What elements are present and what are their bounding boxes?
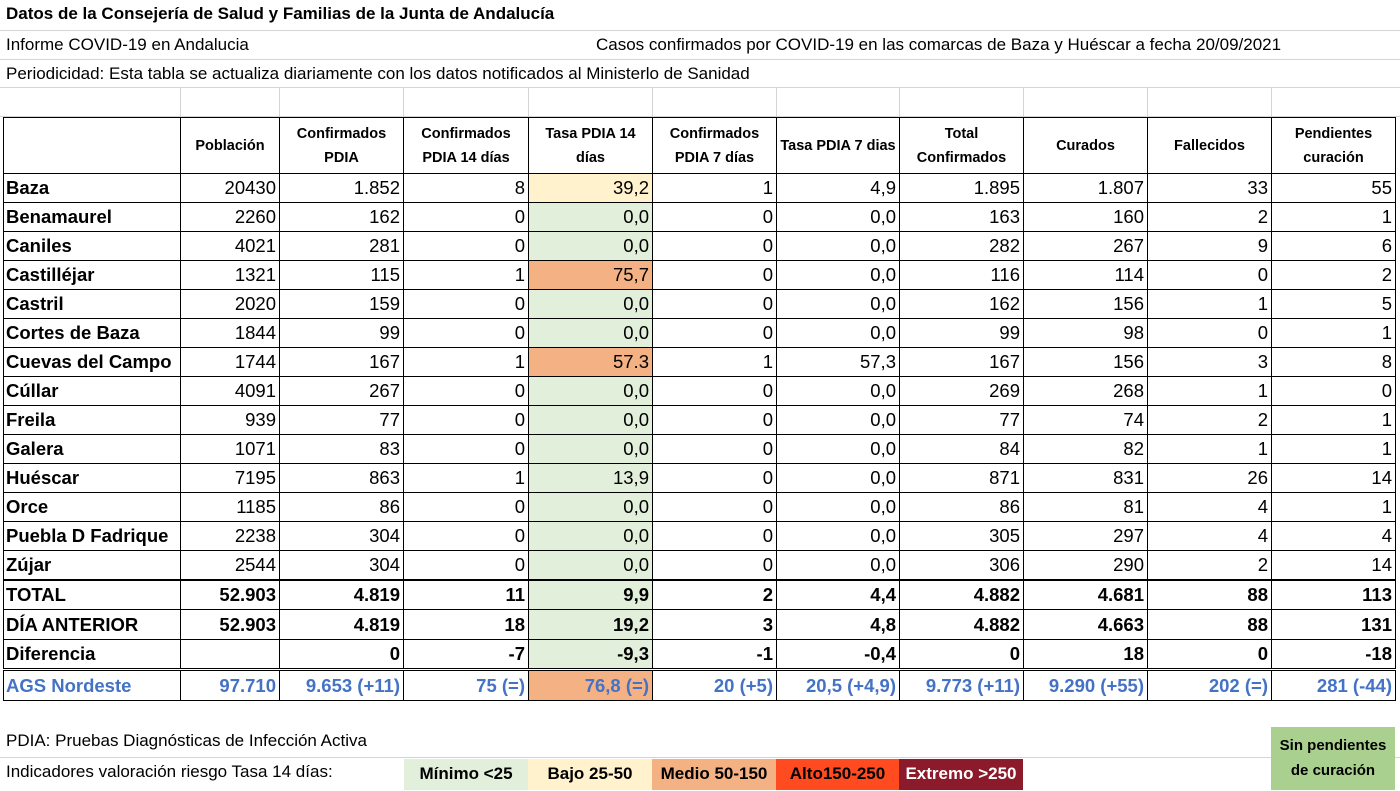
table-row <box>4 348 1396 377</box>
value-cell[interactable]: 1 <box>404 348 529 377</box>
pdia-note-row <box>0 727 1400 758</box>
table-row <box>4 406 1396 435</box>
row-name-cell[interactable]: Galera <box>4 435 181 464</box>
gridline <box>1023 88 1024 116</box>
value-cell[interactable]: 98 <box>1024 319 1148 348</box>
value-cell[interactable]: -7 <box>404 640 529 670</box>
row-name-cell[interactable]: Diferencia <box>4 640 181 670</box>
value-cell[interactable]: 1844 <box>181 319 280 348</box>
value-cell[interactable]: 871 <box>900 464 1024 493</box>
value-cell[interactable]: 0,0 <box>777 377 900 406</box>
value-cell[interactable]: 1.852 <box>280 174 404 203</box>
value-cell[interactable]: 1.807 <box>1024 174 1148 203</box>
value-cell[interactable]: 26 <box>1148 464 1272 493</box>
value-cell[interactable]: 88 <box>1148 580 1272 610</box>
rate-14d-cell[interactable]: 0,0 <box>529 493 653 522</box>
row-name-cell[interactable]: Zújar <box>4 551 181 580</box>
value-cell[interactable]: 0 <box>404 377 529 406</box>
value-cell[interactable]: 9.653 (+11) <box>280 670 404 701</box>
value-cell[interactable]: 0 <box>1148 261 1272 290</box>
table-row <box>4 232 1396 261</box>
column-header[interactable]: Población <box>181 118 280 174</box>
value-cell[interactable]: 2260 <box>181 203 280 232</box>
value-cell[interactable]: 77 <box>900 406 1024 435</box>
table-row <box>4 203 1396 232</box>
value-cell[interactable]: 0,0 <box>777 406 900 435</box>
value-cell[interactable]: 0 <box>653 232 777 261</box>
value-cell[interactable]: 290 <box>1024 551 1148 580</box>
column-header-row <box>4 118 1396 174</box>
value-cell[interactable]: 0,0 <box>777 203 900 232</box>
value-cell[interactable]: 939 <box>181 406 280 435</box>
value-cell[interactable]: 4 <box>1148 522 1272 551</box>
row-name-cell[interactable]: Castril <box>4 290 181 319</box>
value-cell[interactable]: 20 (+5) <box>653 670 777 701</box>
value-cell[interactable]: 99 <box>280 319 404 348</box>
value-cell[interactable]: 305 <box>900 522 1024 551</box>
row-name-cell[interactable]: Cuevas del Campo <box>4 348 181 377</box>
value-cell[interactable]: 1 <box>1272 319 1396 348</box>
value-cell[interactable]: 0 <box>653 377 777 406</box>
value-cell[interactable]: 202 (=) <box>1148 670 1272 701</box>
value-cell[interactable]: 3 <box>1148 348 1272 377</box>
column-header[interactable]: Confirmados PDIA <box>280 118 404 174</box>
rate-14d-cell[interactable]: 9,9 <box>529 580 653 610</box>
value-cell[interactable]: 4.882 <box>900 580 1024 610</box>
rate-14d-cell[interactable]: -9,3 <box>529 640 653 670</box>
value-cell[interactable]: 2544 <box>181 551 280 580</box>
value-cell[interactable]: 1744 <box>181 348 280 377</box>
column-header[interactable]: Total Confirmados <box>900 118 1024 174</box>
value-cell[interactable]: 0,0 <box>777 464 900 493</box>
row-name-cell[interactable]: Huéscar <box>4 464 181 493</box>
title-row <box>0 0 1400 31</box>
value-cell[interactable]: 0 <box>404 522 529 551</box>
covid-data-table <box>3 117 1396 701</box>
rate-14d-cell[interactable]: 0,0 <box>529 319 653 348</box>
value-cell[interactable]: 0 <box>653 290 777 319</box>
rate-14d-cell[interactable]: 19,2 <box>529 610 653 640</box>
value-cell[interactable]: 1 <box>1148 377 1272 406</box>
value-cell[interactable]: 4.681 <box>1024 580 1148 610</box>
row-name-cell[interactable]: Caniles <box>4 232 181 261</box>
legend-minimo[interactable]: Mínimo <25 <box>404 759 528 790</box>
value-cell[interactable]: -0,4 <box>777 640 900 670</box>
value-cell[interactable]: 3 <box>653 610 777 640</box>
value-cell[interactable]: 0 <box>653 203 777 232</box>
value-cell[interactable]: 7195 <box>181 464 280 493</box>
value-cell[interactable]: 282 <box>900 232 1024 261</box>
value-cell[interactable]: 4,9 <box>777 174 900 203</box>
gridline <box>403 88 404 116</box>
periodicity-note[interactable]: Periodicidad: Esta tabla se actualiza diariamente con los datos notificados al Ministerlo de Sanidad <box>6 64 750 83</box>
row-name-cell[interactable]: Cúllar <box>4 377 181 406</box>
pdia-note[interactable]: PDIA: Pruebas Diagnósticas de Infección Activa <box>6 731 367 750</box>
value-cell[interactable]: 18 <box>404 610 529 640</box>
table-row <box>4 377 1396 406</box>
indicators-label[interactable]: Indicadores valoración riesgo Tasa 14 días: <box>6 762 333 781</box>
value-cell[interactable]: 99 <box>900 319 1024 348</box>
value-cell[interactable]: 9.290 (+55) <box>1024 670 1148 701</box>
value-cell[interactable]: 268 <box>1024 377 1148 406</box>
value-cell[interactable]: 77 <box>280 406 404 435</box>
row-name-cell[interactable]: Freila <box>4 406 181 435</box>
value-cell[interactable]: 4.663 <box>1024 610 1148 640</box>
gridline <box>1271 88 1272 116</box>
value-cell[interactable]: 14 <box>1272 551 1396 580</box>
rate-14d-cell[interactable]: 0,0 <box>529 290 653 319</box>
value-cell[interactable]: 84 <box>900 435 1024 464</box>
rate-14d-cell[interactable]: 75,7 <box>529 261 653 290</box>
value-cell[interactable]: 0 <box>653 522 777 551</box>
value-cell[interactable]: 1 <box>1272 406 1396 435</box>
rate-14d-cell[interactable]: 0,0 <box>529 522 653 551</box>
value-cell[interactable]: 281 (-44) <box>1272 670 1396 701</box>
rate-14d-cell[interactable]: 0,0 <box>529 551 653 580</box>
value-cell[interactable]: 156 <box>1024 290 1148 319</box>
report-row <box>0 31 1400 60</box>
value-cell[interactable]: 297 <box>1024 522 1148 551</box>
value-cell[interactable]: 83 <box>280 435 404 464</box>
value-cell[interactable]: 4.819 <box>280 610 404 640</box>
gridline <box>180 88 181 116</box>
value-cell[interactable]: 2020 <box>181 290 280 319</box>
value-cell[interactable]: 113 <box>1272 580 1396 610</box>
column-header[interactable]: Tasa PDIA 7 dias <box>777 118 900 174</box>
value-cell[interactable]: 0 <box>653 435 777 464</box>
value-cell[interactable]: 0 <box>653 406 777 435</box>
value-cell[interactable]: 304 <box>280 551 404 580</box>
value-cell[interactable]: 1 <box>653 348 777 377</box>
value-cell[interactable]: 0 <box>1148 319 1272 348</box>
value-cell[interactable]: 269 <box>900 377 1024 406</box>
column-header[interactable]: Curados <box>1024 118 1148 174</box>
empty-row <box>0 88 1400 117</box>
value-cell[interactable]: 1321 <box>181 261 280 290</box>
value-cell[interactable]: 116 <box>900 261 1024 290</box>
table-row <box>4 290 1396 319</box>
value-cell[interactable]: 1 <box>1272 493 1396 522</box>
rate-14d-cell[interactable]: 0,0 <box>529 203 653 232</box>
rate-14d-cell[interactable]: 0,0 <box>529 377 653 406</box>
value-cell[interactable]: 4 <box>1148 493 1272 522</box>
value-cell[interactable]: 0 <box>404 435 529 464</box>
value-cell[interactable]: 0 <box>404 232 529 261</box>
value-cell[interactable]: 0 <box>1272 377 1396 406</box>
value-cell[interactable]: 0 <box>653 493 777 522</box>
row-name-cell[interactable]: DÍA ANTERIOR <box>4 610 181 640</box>
rate-14d-cell[interactable]: 0,0 <box>529 232 653 261</box>
table-body <box>4 174 1396 701</box>
value-cell[interactable]: 0,0 <box>777 261 900 290</box>
value-cell[interactable]: 0 <box>404 319 529 348</box>
value-cell[interactable]: 0 <box>404 290 529 319</box>
value-cell[interactable]: 163 <box>900 203 1024 232</box>
table-row <box>4 522 1396 551</box>
value-cell[interactable]: 4 <box>1272 522 1396 551</box>
value-cell[interactable]: 2 <box>653 580 777 610</box>
value-cell[interactable]: 1 <box>1148 435 1272 464</box>
value-cell[interactable]: 1 <box>1148 290 1272 319</box>
table-row <box>4 493 1396 522</box>
value-cell[interactable]: 9 <box>1148 232 1272 261</box>
value-cell[interactable]: 1 <box>1272 435 1396 464</box>
value-cell[interactable]: 97.710 <box>181 670 280 701</box>
value-cell[interactable]: 267 <box>280 377 404 406</box>
value-cell[interactable]: -1 <box>653 640 777 670</box>
column-header[interactable]: Tasa PDIA 14 días <box>529 118 653 174</box>
value-cell[interactable]: 9.773 (+11) <box>900 670 1024 701</box>
value-cell[interactable]: 831 <box>1024 464 1148 493</box>
value-cell[interactable]: 33 <box>1148 174 1272 203</box>
row-name-cell[interactable]: Castilléjar <box>4 261 181 290</box>
value-cell[interactable]: 52.903 <box>181 580 280 610</box>
value-cell[interactable]: 281 <box>280 232 404 261</box>
column-header[interactable]: Confirmados PDIA 7 días <box>653 118 777 174</box>
value-cell[interactable]: 20430 <box>181 174 280 203</box>
value-cell[interactable]: 86 <box>280 493 404 522</box>
value-cell[interactable]: 0,0 <box>777 493 900 522</box>
row-name-cell[interactable]: Baza <box>4 174 181 203</box>
table-row <box>4 551 1396 580</box>
value-cell[interactable]: 4091 <box>181 377 280 406</box>
value-cell[interactable]: 6 <box>1272 232 1396 261</box>
value-cell[interactable]: 167 <box>280 348 404 377</box>
sheet-title[interactable]: Datos de la Consejería de Salud y Familias de la Junta de Andalucía <box>6 4 555 23</box>
gridline <box>1147 88 1148 116</box>
value-cell[interactable]: 0,0 <box>777 319 900 348</box>
value-cell[interactable]: 0 <box>404 203 529 232</box>
row-name-cell[interactable]: Orce <box>4 493 181 522</box>
sin-pendientes-badge[interactable]: Sin pendientes de curación <box>1271 727 1395 790</box>
value-cell[interactable]: 4,4 <box>777 580 900 610</box>
value-cell[interactable]: 8 <box>404 174 529 203</box>
rate-14d-cell[interactable]: 76,8 (=) <box>529 670 653 701</box>
value-cell[interactable]: 159 <box>280 290 404 319</box>
value-cell[interactable]: 4.819 <box>280 580 404 610</box>
value-cell[interactable]: 267 <box>1024 232 1148 261</box>
value-cell[interactable]: 18 <box>1024 640 1148 670</box>
value-cell[interactable]: 81 <box>1024 493 1148 522</box>
value-cell[interactable]: 0 <box>280 640 404 670</box>
value-cell[interactable]: 167 <box>900 348 1024 377</box>
value-cell[interactable]: 0,0 <box>777 290 900 319</box>
rate-14d-cell[interactable]: 0,0 <box>529 435 653 464</box>
rate-14d-cell[interactable]: 13,9 <box>529 464 653 493</box>
value-cell[interactable]: 0 <box>404 551 529 580</box>
value-cell[interactable]: 4021 <box>181 232 280 261</box>
row-name-cell[interactable]: AGS Nordeste <box>4 670 181 701</box>
value-cell[interactable]: 0 <box>653 551 777 580</box>
gridline <box>776 88 777 116</box>
value-cell[interactable]: 0 <box>653 261 777 290</box>
legend-medio[interactable]: Medio 50-150 <box>652 759 776 790</box>
value-cell[interactable] <box>181 640 280 670</box>
row-name-cell[interactable]: Cortes de Baza <box>4 319 181 348</box>
row-name-cell[interactable]: TOTAL <box>4 580 181 610</box>
gridline <box>528 88 529 116</box>
column-header[interactable]: Confirmados PDIA 14 días <box>404 118 529 174</box>
value-cell[interactable]: 0 <box>653 464 777 493</box>
table-row <box>4 319 1396 348</box>
value-cell[interactable]: 156 <box>1024 348 1148 377</box>
value-cell[interactable]: 2 <box>1272 261 1396 290</box>
row-name-cell[interactable]: Benamaurel <box>4 203 181 232</box>
legend-bajo[interactable]: Bajo 25-50 <box>528 759 652 790</box>
value-cell[interactable]: 2 <box>1148 406 1272 435</box>
report-name[interactable]: Informe COVID-19 en Andalucia <box>6 35 249 54</box>
legend-alto[interactable]: Alto150-250 <box>776 759 899 790</box>
value-cell[interactable]: 1 <box>404 261 529 290</box>
value-cell[interactable]: -18 <box>1272 640 1396 670</box>
value-cell[interactable]: 115 <box>280 261 404 290</box>
value-cell[interactable]: 20,5 (+4,9) <box>777 670 900 701</box>
value-cell[interactable]: 74 <box>1024 406 1148 435</box>
value-cell[interactable]: 8 <box>1272 348 1396 377</box>
value-cell[interactable]: 0,0 <box>777 435 900 464</box>
total-row <box>4 580 1396 610</box>
ags-row <box>4 670 1396 701</box>
value-cell[interactable]: 1 <box>404 464 529 493</box>
value-cell[interactable]: 14 <box>1272 464 1396 493</box>
total-row <box>4 610 1396 640</box>
column-header[interactable]: Pendientes curación <box>1272 118 1396 174</box>
value-cell[interactable]: 2 <box>1148 551 1272 580</box>
legend-extremo[interactable]: Extremo >250 <box>899 759 1023 790</box>
rate-14d-cell[interactable]: 0,0 <box>529 406 653 435</box>
gridline <box>652 88 653 116</box>
value-cell[interactable]: 5 <box>1272 290 1396 319</box>
value-cell[interactable]: 2238 <box>181 522 280 551</box>
value-cell[interactable]: 2 <box>1148 203 1272 232</box>
value-cell[interactable]: 1185 <box>181 493 280 522</box>
value-cell[interactable]: 0 <box>1148 640 1272 670</box>
value-cell[interactable]: 1071 <box>181 435 280 464</box>
value-cell[interactable]: 4,8 <box>777 610 900 640</box>
rate-14d-cell[interactable]: 57.3 <box>529 348 653 377</box>
value-cell[interactable]: 86 <box>900 493 1024 522</box>
value-cell[interactable]: 1 <box>653 174 777 203</box>
value-cell[interactable]: 57,3 <box>777 348 900 377</box>
table-row <box>4 174 1396 203</box>
value-cell[interactable]: 0,0 <box>777 551 900 580</box>
value-cell[interactable]: 0,0 <box>777 522 900 551</box>
periodicity-row <box>0 60 1400 88</box>
value-cell[interactable]: 11 <box>404 580 529 610</box>
value-cell[interactable]: 75 (=) <box>404 670 529 701</box>
value-cell[interactable]: 304 <box>280 522 404 551</box>
table-row <box>4 261 1396 290</box>
table-row <box>4 435 1396 464</box>
value-cell[interactable]: 131 <box>1272 610 1396 640</box>
value-cell[interactable]: 0,0 <box>777 232 900 261</box>
value-cell[interactable]: 82 <box>1024 435 1148 464</box>
value-cell[interactable]: 306 <box>900 551 1024 580</box>
value-cell[interactable]: 162 <box>280 203 404 232</box>
report-subtitle[interactable]: Casos confirmados por COVID-19 en las comarcas de Baza y Huéscar a fecha 20/09/2021 <box>596 35 1282 54</box>
column-header[interactable] <box>4 118 181 174</box>
value-cell[interactable]: 162 <box>900 290 1024 319</box>
value-cell[interactable]: 1 <box>1272 203 1396 232</box>
value-cell[interactable]: 55 <box>1272 174 1396 203</box>
value-cell[interactable]: 0 <box>900 640 1024 670</box>
gridline <box>899 88 900 116</box>
value-cell[interactable]: 0 <box>404 493 529 522</box>
value-cell[interactable]: 0 <box>404 406 529 435</box>
value-cell[interactable]: 160 <box>1024 203 1148 232</box>
table-row <box>4 464 1396 493</box>
value-cell[interactable]: 88 <box>1148 610 1272 640</box>
value-cell[interactable]: 0 <box>653 319 777 348</box>
value-cell[interactable]: 114 <box>1024 261 1148 290</box>
row-name-cell[interactable]: Puebla D Fadrique <box>4 522 181 551</box>
total-row <box>4 640 1396 670</box>
column-header[interactable]: Fallecidos <box>1148 118 1272 174</box>
value-cell[interactable]: 1.895 <box>900 174 1024 203</box>
value-cell[interactable]: 863 <box>280 464 404 493</box>
value-cell[interactable]: 4.882 <box>900 610 1024 640</box>
value-cell[interactable]: 52.903 <box>181 610 280 640</box>
gridline <box>279 88 280 116</box>
rate-14d-cell[interactable]: 39,2 <box>529 174 653 203</box>
